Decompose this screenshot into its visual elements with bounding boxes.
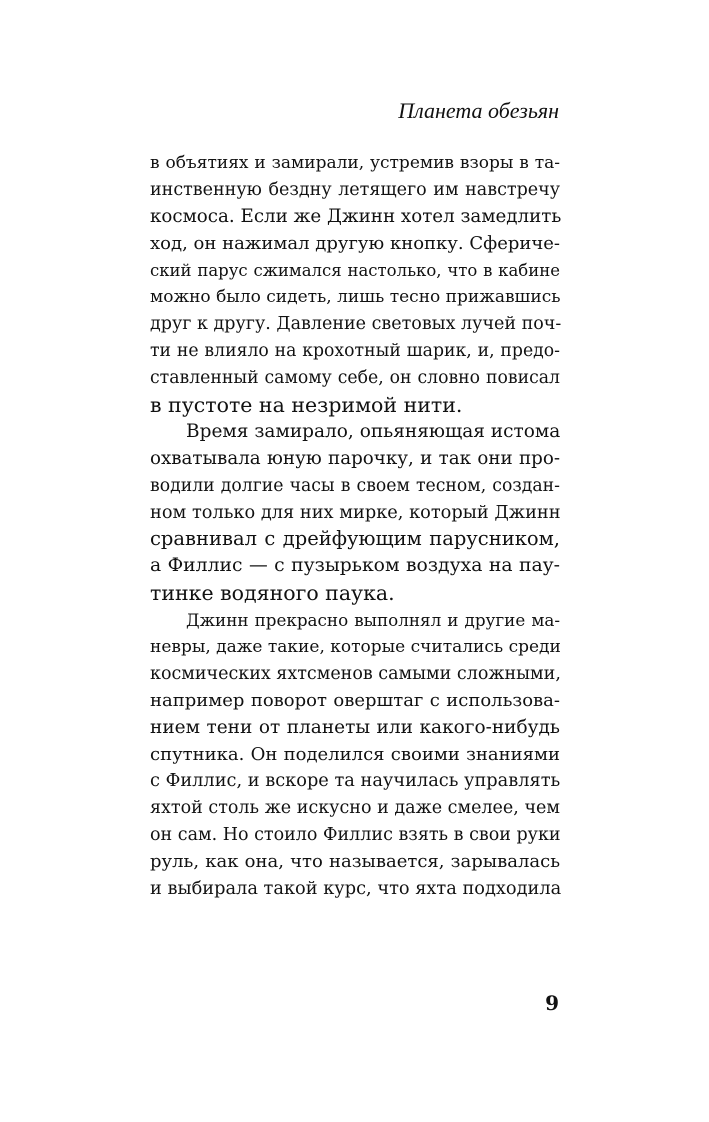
text-line: Время замирало, опьяняющая истома bbox=[186, 420, 561, 442]
text-line: яхтой столь же искусно и даже смелее, чем bbox=[150, 798, 560, 819]
text-line: невры, даже такие, которые считались среди bbox=[150, 637, 561, 658]
text-line: водили долгие часы в своем тесном, создан- bbox=[150, 475, 560, 496]
text-line: можно было сидеть, лишь тесно прижавшись bbox=[150, 287, 561, 308]
text-line: спутника. Он поделился своими знаниями bbox=[150, 743, 560, 765]
text-line: в объятиях и замирали, устремив взоры в та- bbox=[150, 153, 560, 173]
text-line: и выбирала такой курс, что яхта подходила bbox=[150, 879, 562, 900]
text-line: например поворот оверштаг с использова- bbox=[150, 689, 560, 711]
text-line: друг к другу. Давление световых лучей поч- bbox=[150, 314, 562, 335]
text-line: Джинн прекрасно выполнял и другие ма- bbox=[186, 610, 560, 631]
text-line: в пустоте на незримой нити. bbox=[150, 393, 463, 418]
text-line: инственную бездну летящего им навстречу bbox=[150, 179, 560, 200]
page-number: 9 bbox=[545, 991, 559, 1015]
text-line: тинке водяного паука. bbox=[150, 581, 395, 606]
text-line: руль, как она, что называется, зарывалась bbox=[150, 851, 560, 873]
text-line: ставленный самому себе, он словно повисал bbox=[150, 368, 560, 389]
text-line: сравнивал с дрейфующим парусником, bbox=[150, 527, 560, 551]
text-line: нием тени от планеты или какого-нибудь bbox=[150, 716, 560, 738]
text-line: охватывала юную парочку, и так они про- bbox=[150, 447, 560, 469]
text-line: космических яхтсменов самыми сложными, bbox=[150, 663, 561, 684]
text-line: ский парус сжимался настолько, что в кабине bbox=[150, 260, 560, 280]
running-header: Планета обезьян bbox=[398, 98, 559, 123]
text-line: а Филлис — с пузырьком воздуха на пау- bbox=[150, 555, 560, 577]
text-line: космоса. Если же Джинн хотел замедлить bbox=[150, 205, 562, 227]
text-line: с Филлис, и вскоре та научилась управлять bbox=[150, 771, 561, 792]
text-line: ти не влияло на крохотный шарик, и, предо- bbox=[150, 341, 560, 362]
text-line: он сам. Но стоило Филлис взять в свои руки bbox=[150, 825, 561, 846]
text-line: ход, он нажимал другую кнопку. Сфериче- bbox=[150, 232, 560, 254]
text-line: ном только для них мирке, который Джинн bbox=[150, 502, 561, 523]
body-text bbox=[150, 150, 560, 903]
